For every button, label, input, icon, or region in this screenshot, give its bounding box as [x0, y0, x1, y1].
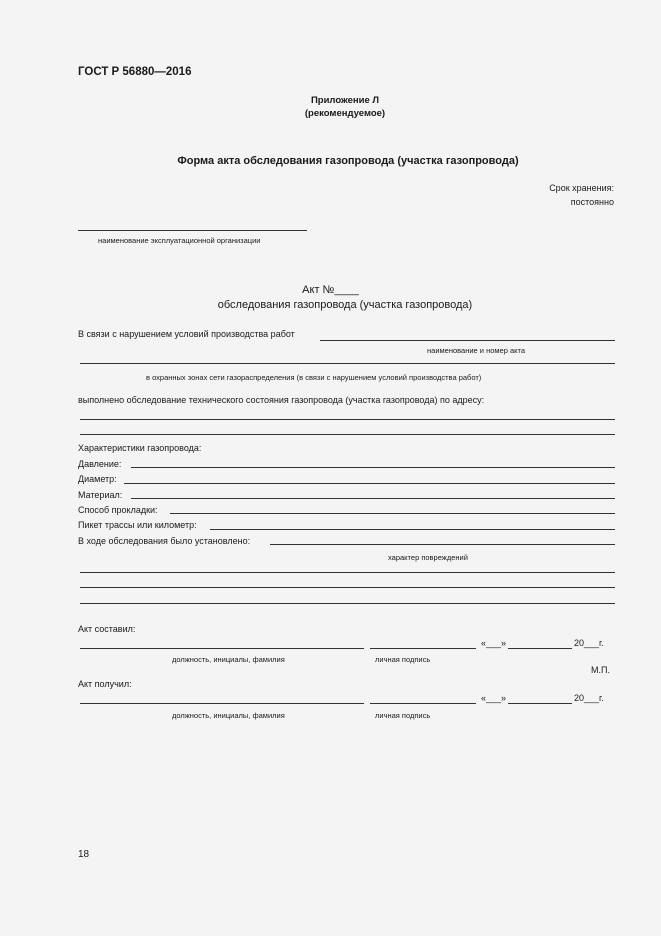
received-date-month-line — [508, 703, 572, 704]
laying-line — [170, 513, 615, 514]
violation-caption: наименование и номер акта — [427, 346, 526, 355]
organization-caption: наименование эксплуатационной организации — [98, 236, 261, 245]
damage-line-3 — [80, 603, 615, 604]
storage-label: Срок хранения: — [549, 183, 614, 193]
appendix-note: (рекомендуемое) — [304, 108, 386, 119]
page-number: 18 — [78, 849, 90, 860]
inspection-text: выполнено обследование технического состояния газопровода (участка газопровода) по адресу: — [78, 395, 485, 405]
zones-caption: в охранных зонах сети газораспределения (в связи с нарушением условий производства работ) — [146, 373, 482, 382]
composed-signature-caption: личная подпись — [375, 655, 431, 664]
address-line-2 — [80, 434, 615, 435]
found-line — [270, 544, 615, 545]
stamp-label: М.П. — [591, 665, 610, 675]
act-subtitle: обследования газопровода (участка газопровода) — [217, 299, 473, 311]
diameter-label: Диаметр: — [78, 474, 117, 484]
address-line-1 — [80, 419, 615, 420]
received-signature-line — [370, 703, 476, 704]
characteristics-label: Характеристики газопровода: — [78, 443, 202, 453]
received-date-year: 20___г. — [574, 693, 604, 703]
standard-number: ГОСТ Р 56880—2016 — [78, 66, 192, 78]
material-label: Материал: — [78, 490, 123, 500]
violation-line — [320, 340, 615, 341]
composed-signature-line — [370, 648, 476, 649]
violation-label: В связи с нарушением условий производства работ — [78, 329, 295, 339]
composed-date-month-line — [508, 648, 572, 649]
received-position-line — [80, 703, 364, 704]
received-label: Акт получил: — [78, 679, 132, 689]
composed-position-line — [80, 648, 364, 649]
pressure-label: Давление: — [78, 459, 122, 469]
damage-line-1 — [80, 572, 615, 573]
received-position-caption: должность, инициалы, фамилия — [172, 711, 285, 720]
picket-line — [210, 529, 615, 530]
pressure-line — [131, 467, 615, 468]
received-signature-caption: личная подпись — [375, 711, 431, 720]
received-date-day: «___» — [481, 693, 507, 703]
zones-line — [80, 363, 615, 364]
found-label: В ходе обследования было установлено: — [78, 536, 251, 546]
damage-caption: характер повреждений — [388, 553, 468, 562]
composed-label: Акт составил: — [78, 624, 136, 634]
organization-line — [78, 230, 307, 231]
composed-date-day: «___» — [481, 638, 507, 648]
composed-position-caption: должность, инициалы, фамилия — [172, 655, 285, 664]
diameter-line — [124, 483, 615, 484]
storage-value: постоянно — [570, 197, 614, 207]
laying-label: Способ прокладки: — [78, 505, 158, 515]
picket-label: Пикет трассы или километр: — [78, 520, 197, 530]
form-title: Форма акта обследования газопровода (участка газопровода) — [177, 155, 519, 167]
appendix-label: Приложение Л — [310, 95, 380, 106]
damage-line-2 — [80, 587, 615, 588]
composed-date-year: 20___г. — [574, 638, 604, 648]
act-title: Акт №____ — [302, 284, 359, 296]
material-line — [131, 498, 615, 499]
